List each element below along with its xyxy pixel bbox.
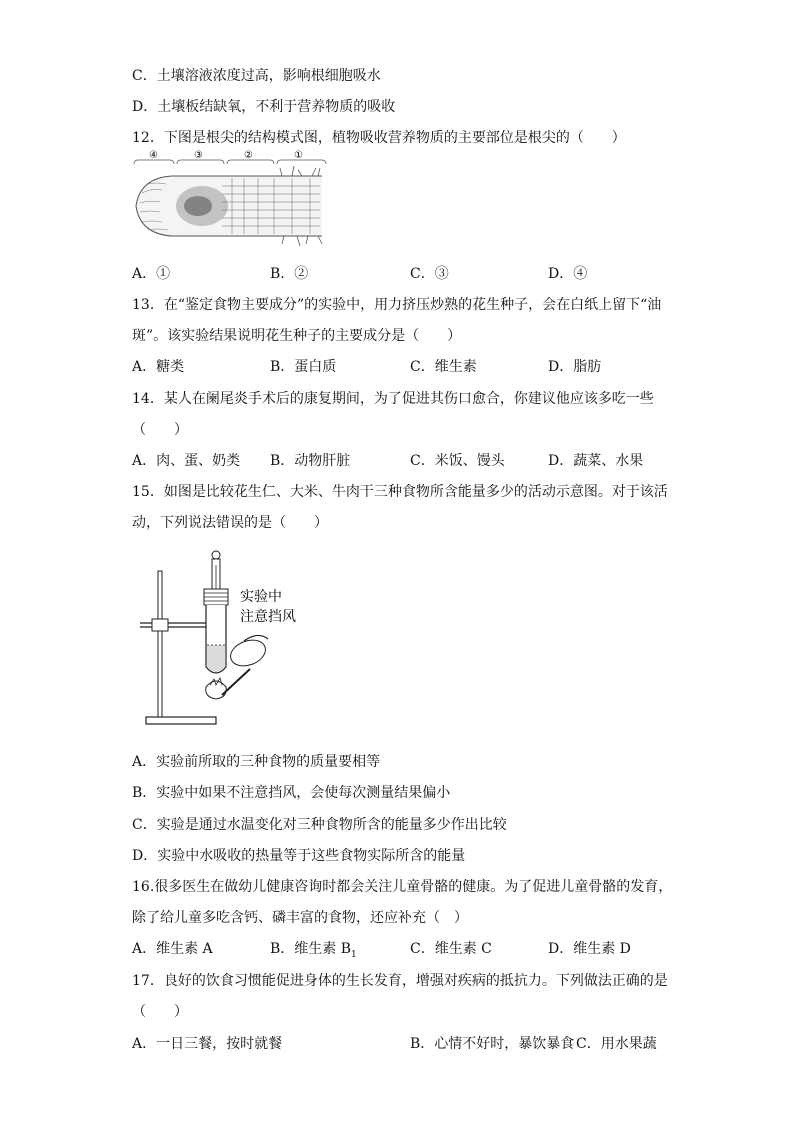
q14-stem-line1: 14．某人在阑尾炎手术后的康复期间，为了促进其伤口愈合，你建议他应该多吃一些 bbox=[132, 391, 654, 407]
q17-option-a: A．一日三餐，按时就餐 bbox=[132, 1036, 283, 1052]
q17-option-c: C．用水果蔬 bbox=[576, 1036, 657, 1052]
q11-option-c: C．土壤溶液浓度过高，影响根细胞吸水 bbox=[132, 68, 381, 84]
q14-stem-line2: （ ） bbox=[132, 422, 188, 438]
figure-label-line1: 实验中 bbox=[240, 589, 282, 605]
q11-option-d: D．土壤板结缺氧，不利于营养物质的吸收 bbox=[132, 99, 396, 115]
figure-label-line2: 注意挡风 bbox=[240, 609, 296, 625]
root-label-3: ③ bbox=[194, 150, 203, 161]
q15-stem-line2: 动，下列说法错误的是（ ） bbox=[132, 515, 328, 531]
q14-option-a: A．肉、蛋、奶类 bbox=[132, 453, 241, 469]
q13-stem-line1: 13．在“鉴定食物主要成分”的实验中，用力挤压炒熟的花生种子，会在白纸上留下“油 bbox=[132, 297, 662, 313]
q16-stem-line2: 除了给儿童多吃含钙、磷丰富的食物，还应补充（ ） bbox=[132, 910, 468, 926]
q12-stem: 12．下图是根尖的结构模式图，植物吸收营养物质的主要部位是根尖的（ ） bbox=[132, 130, 626, 146]
root-label-4: ④ bbox=[149, 150, 158, 161]
q17-stem-line2: （ ） bbox=[132, 1004, 188, 1020]
q16-option-b-wrap bbox=[270, 939, 357, 965]
q15-option-d: D．实验中水吸收的热量等于这些食物实际所含的能量 bbox=[132, 848, 466, 864]
q12-option-a: A．① bbox=[132, 266, 171, 282]
q17-option-b: B．心情不好时，暴饮暴食 bbox=[410, 1036, 575, 1052]
q15-option-b: B．实验中如果不注意挡风，会使每次测量结果偏小 bbox=[132, 785, 451, 801]
q12-option-b: B．② bbox=[270, 266, 309, 282]
q13-stem-line2: 斑”。该实验结果说明花生种子的主要成分是（ ） bbox=[132, 328, 462, 344]
q14-option-b: B．动物肝脏 bbox=[270, 453, 351, 469]
q17-stem-line1: 17．良好的饮食习惯能促进身体的生长发育，增强对疾病的抵抗力。下列做法正确的是 bbox=[132, 973, 668, 989]
root-label-1: ① bbox=[294, 150, 303, 161]
q15-option-c: C．实验是通过水温变化对三种食物所含的能量多少作出比较 bbox=[132, 817, 507, 833]
q14-option-d: D．蔬菜、水果 bbox=[548, 453, 644, 469]
q13-option-a: A．糖类 bbox=[132, 359, 185, 375]
q13-option-c: C．维生素 bbox=[410, 359, 477, 375]
q16-option-c: C．维生素 C bbox=[410, 941, 492, 957]
root-label-2: ② bbox=[244, 150, 253, 161]
q15-option-a: A．实验前所取的三种食物的质量要相等 bbox=[132, 754, 381, 770]
q13-option-d: D．脂肪 bbox=[548, 359, 602, 375]
q16-option-b: B．维生素 B bbox=[270, 941, 352, 957]
q13-option-b: B．蛋白质 bbox=[270, 359, 337, 375]
q16-option-d: D．维生素 D bbox=[548, 941, 631, 957]
q12-option-d: D．④ bbox=[548, 266, 588, 282]
q14-option-c: C．米饭、馒头 bbox=[410, 453, 505, 469]
q16-option-b-subscript: 1 bbox=[351, 949, 357, 960]
q12-option-c: C．③ bbox=[410, 266, 449, 282]
q16-option-a: A．维生素 A bbox=[132, 941, 213, 957]
q16-stem-line1: 16.很多医生在做幼儿健康咨询时都会关注儿童骨骼的健康。为了促进儿童骨骼的发育， bbox=[132, 879, 673, 895]
calorimeter-figure bbox=[132, 545, 312, 735]
root-tip-figure bbox=[132, 148, 332, 248]
q15-stem-line1: 15．如图是比较花生仁、大米、牛肉干三种食物所含能量多少的活动示意图。对于该活 bbox=[132, 484, 668, 500]
